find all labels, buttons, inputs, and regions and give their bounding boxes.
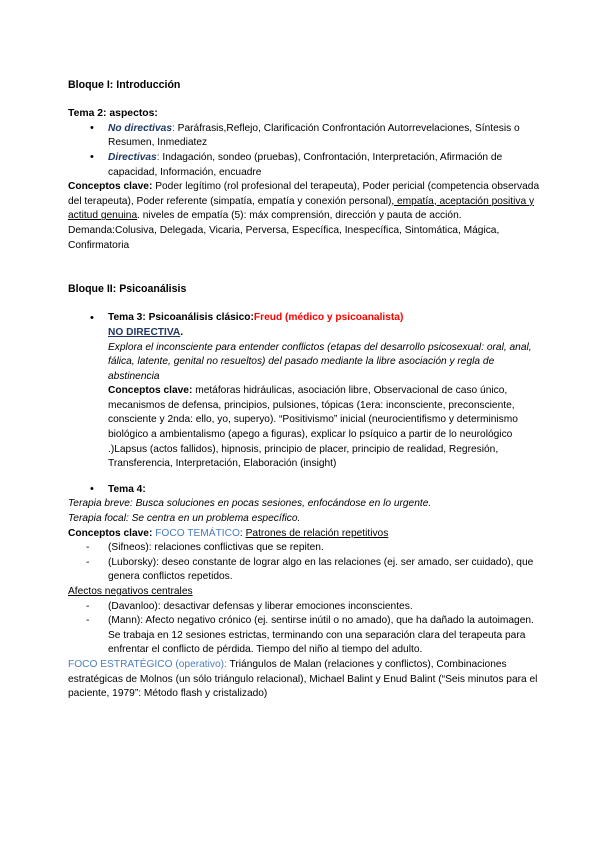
- spacer: [68, 253, 542, 282]
- foco-estrategico-text: Triángulos de Malan (relaciones y conflictos), Combinaciones estratégicas de Molnos (un sólo triángulo relacional), Michael Balint y Enud Balint (“Seis minutos para el paciente, 1979”: Método flash y cristalizado): [68, 658, 538, 700]
- list-item: - (Davanloo): desactivar defensas y liberar emociones inconscientes.: [68, 600, 542, 615]
- spacer: [68, 472, 542, 483]
- tema-3-italic-body: Explora el inconsciente para entender conflictos (etapas del desarrollo psicosexual: oral, anal, fálica, latente, genital no resueltos) del pasado mediante la libre asociación y regla de abstinencia: [108, 341, 532, 382]
- spacer: [68, 93, 542, 108]
- bullet-term-directivas: Directivas: [108, 151, 157, 163]
- no-directiva-period: .: [180, 326, 184, 338]
- demanda-paragraph: Demanda:Colusiva, Delegada, Vicaria, Perversa, Específica, Inespecífica, Sintomática, Mágica, Confirmatoria: [68, 224, 500, 251]
- sub-heading-tema-2: Tema 2: aspectos:: [68, 108, 158, 120]
- tema-2-bullet-list: [68, 122, 542, 180]
- conceptos-clave-text-part-1: Poder legítimo (rol profesional del terapeuta), Poder pericial (competencia observada del terapeuta), Poder referente (simpatía, empatía y conexión personal): [68, 181, 540, 207]
- foco-tematico-label: FOCO TEMÁTICO: [155, 527, 240, 539]
- spacer: [68, 297, 542, 312]
- tema-3-title: Tema 3: Psicoanálisis clásico:: [108, 312, 254, 324]
- tema-4-bullet-list: [68, 483, 542, 498]
- foco-estrategico-paragraph: [68, 658, 542, 702]
- list-item-tema-3: [68, 311, 542, 472]
- foco-estrategico-label: FOCO ESTRATÉGICO (operativo):: [68, 658, 227, 670]
- tema-4-dash-list-1: [68, 541, 542, 585]
- list-item: - (Luborsky): deseo constante de lograr algo en las relaciones (ej. ser amado, ser cuidado), que genera conflictos repetidos.: [68, 556, 542, 585]
- tema-3-conceptos-paragraph: [108, 384, 542, 472]
- bullet-text: Paráfrasis,Reflejo, Clarificación Confrontación Autorrevelaciones, Síntesis o Resumen, Inmediatez: [108, 122, 520, 149]
- no-directiva-label: NO DIRECTIVA: [108, 326, 181, 338]
- tema-3-bullet-list: [68, 311, 542, 472]
- list-item: - (Sifneos): relaciones conflictivas que se repiten.: [68, 541, 542, 556]
- conceptos-clave-label: Conceptos clave:: [68, 527, 153, 539]
- block-heading-bloque-2: Bloque II: Psicoanálisis: [68, 283, 187, 296]
- tema-3-title-freud: Freud (médico y psicoanalista): [253, 312, 404, 324]
- list-item-tema-4: [68, 483, 542, 498]
- tema-4-title: Tema 4:: [108, 483, 146, 495]
- conceptos-clave-label: Conceptos clave:: [68, 181, 153, 193]
- tema-4-italic-line-1: Terapia breve: Busca soluciones en pocas sesiones, enfocándose en lo urgente.: [68, 498, 432, 510]
- bullet-term-no-directivas: No directivas: [108, 122, 172, 134]
- conceptos-clave-text: metáforas hidráulicas, asociación libre, Observacional de caso único, mecanismos de defensa, principios, pulsiones, tópicas (1era: inconsciente, preconsciente, consciente y 2nda: ello, yo, superyo). “Positivismo” inicial (neurocientifismo y determinismo biológico a ambientalismo (apego a figuras), explicar lo psíquico a partir de lo neurológico .)Lapsus (actos fallidos), hipnosis, principio de placer, principio de realidad, Regresión, Transferencia, Interpretación, Elaboración (insight): [108, 385, 518, 470]
- bullet-separator: :: [171, 122, 175, 134]
- bullet-text: Indagación, sondeo (pruebas), Confrontación, Interpretación, Afirmación de capacidad, Información, encuadre: [108, 151, 503, 178]
- block-heading-bloque-1: Bloque I: Introducción: [68, 79, 181, 91]
- conceptos-clave-text-part-2: . niveles de empatía (5): máx comprensión, dirección y pauta de acción.: [137, 210, 462, 222]
- tema-4-dash-list-2: [68, 600, 542, 658]
- conceptos-clave-label: Conceptos clave:: [108, 385, 193, 397]
- conceptos-clave-paragraph-bloque-1: [68, 180, 542, 224]
- list-item: [68, 122, 542, 151]
- afectos-negativos-heading: Afectos negativos centrales: [68, 586, 193, 597]
- foco-tematico-underlined-text: Patrones de relación repetitivos: [245, 527, 389, 539]
- document-body: [68, 78, 542, 702]
- list-item: [68, 151, 542, 180]
- tema-4-conceptos-line: [68, 527, 542, 542]
- foco-tematico-colon: :: [239, 527, 243, 539]
- tema-4-italic-line-2: Terapia focal: Se centra en un problema específico.: [68, 513, 301, 525]
- bullet-separator: :: [156, 151, 160, 163]
- list-item: - (Mann): Afecto negativo crónico (ej. sentirse inútil o no amado), que ha dañado la autoimagen. Se trabaja en 12 sesiones estrictas, terminando con una separación clara del terapeuta para enfrentar el conflicto de pérdida. Tiempo del niño al tiempo del adulto.: [68, 614, 542, 658]
- conceptos-clave-underlined-text: , empatía, aceptación positiva y actitud genuina: [68, 195, 535, 222]
